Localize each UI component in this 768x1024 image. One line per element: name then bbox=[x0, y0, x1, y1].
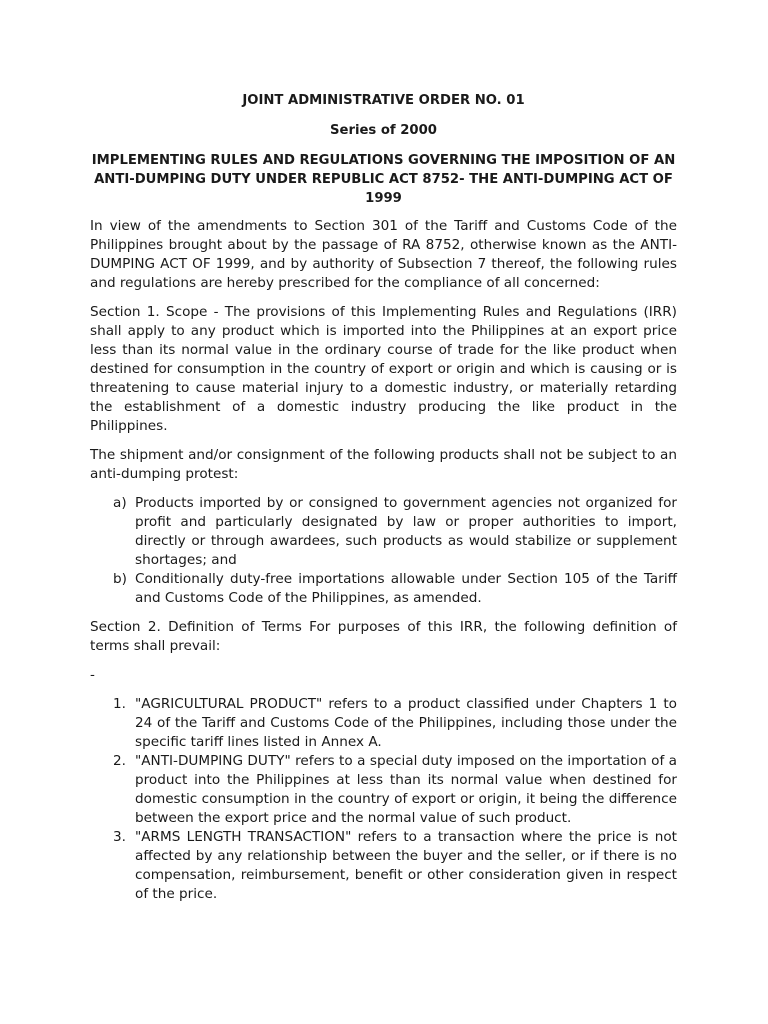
dash-line: - bbox=[90, 667, 95, 683]
list-item-text: "ANTI-DUMPING DUTY" refers to a special duty imposed on the importation of a product into the Philippines at less than its normal value when destined for domestic consumption in the country of export or origin, it being the difference between the export price and the normal value of such product. bbox=[135, 753, 677, 826]
exemptions-list bbox=[90, 494, 677, 608]
list-item-text: Products imported by or consigned to government agencies not organized for profit and particularly designated by law or proper authorities to import, directly or through awardees, such products as would stabilize or supplement shortages; and bbox=[135, 495, 677, 568]
document-series: Series of 2000 bbox=[330, 123, 437, 138]
list-item bbox=[90, 752, 677, 828]
definitions-list bbox=[90, 695, 677, 904]
list-item-text: Conditionally duty-free importations allowable under Section 105 of the Tariff and Customs Code of the Philippines, as amended. bbox=[135, 571, 677, 606]
document-subtitle: IMPLEMENTING RULES AND REGULATIONS GOVERNING THE IMPOSITION OF AN ANTI-DUMPING DUTY UNDER REPUBLIC ACT 8752- THE ANTI-DUMPING ACT OF 1999 bbox=[91, 153, 676, 206]
list-item bbox=[90, 695, 677, 752]
list-item bbox=[90, 494, 677, 570]
intro-paragraph: In view of the amendments to Section 301 of the Tariff and Customs Code of the Philippines brought about by the passage of RA 8752, otherwise known as the ANTI-DUMPING ACT OF 1999, and by authority of Subsection 7 thereof, the following rules and regulations are hereby prescribed for the compliance of all concerned: bbox=[90, 218, 677, 291]
list-item bbox=[90, 828, 677, 904]
list-item bbox=[90, 570, 677, 608]
document-title: JOINT ADMINISTRATIVE ORDER NO. 01 bbox=[242, 93, 525, 108]
section-2-paragraph: Section 2. Definition of Terms For purposes of this IRR, the following definition of terms shall prevail: bbox=[90, 619, 677, 654]
shipment-paragraph: The shipment and/or consignment of the following products shall not be subject to an anti-dumping protest: bbox=[90, 447, 677, 482]
list-marker: 1. bbox=[113, 696, 126, 712]
list-marker: b) bbox=[113, 571, 127, 587]
list-item-text: "AGRICULTURAL PRODUCT" refers to a product classified under Chapters 1 to 24 of the Tariff and Customs Code of the Philippines, including those under the specific tariff lines listed in Annex A. bbox=[135, 696, 677, 750]
section-1-paragraph: Section 1. Scope - The provisions of this Implementing Rules and Regulations (IRR) shall apply to any product which is imported into the Philippines at an export price less than its normal value in the ordinary course of trade for the like product when destined for consumption in the country of export or origin and which is causing or is threatening to cause material injury to a domestic industry, or materially retarding the establishment of a domestic industry producing the like product in the Philippines. bbox=[90, 304, 677, 434]
list-marker: 3. bbox=[113, 829, 126, 845]
list-marker: 2. bbox=[113, 753, 126, 769]
list-item-text: "ARMS LENGTH TRANSACTION" refers to a transaction where the price is not affected by any relationship between the buyer and the seller, or if there is no compensation, reimbursement, benefit or other consideration given in respect of the price. bbox=[135, 829, 677, 902]
list-marker: a) bbox=[113, 495, 127, 511]
